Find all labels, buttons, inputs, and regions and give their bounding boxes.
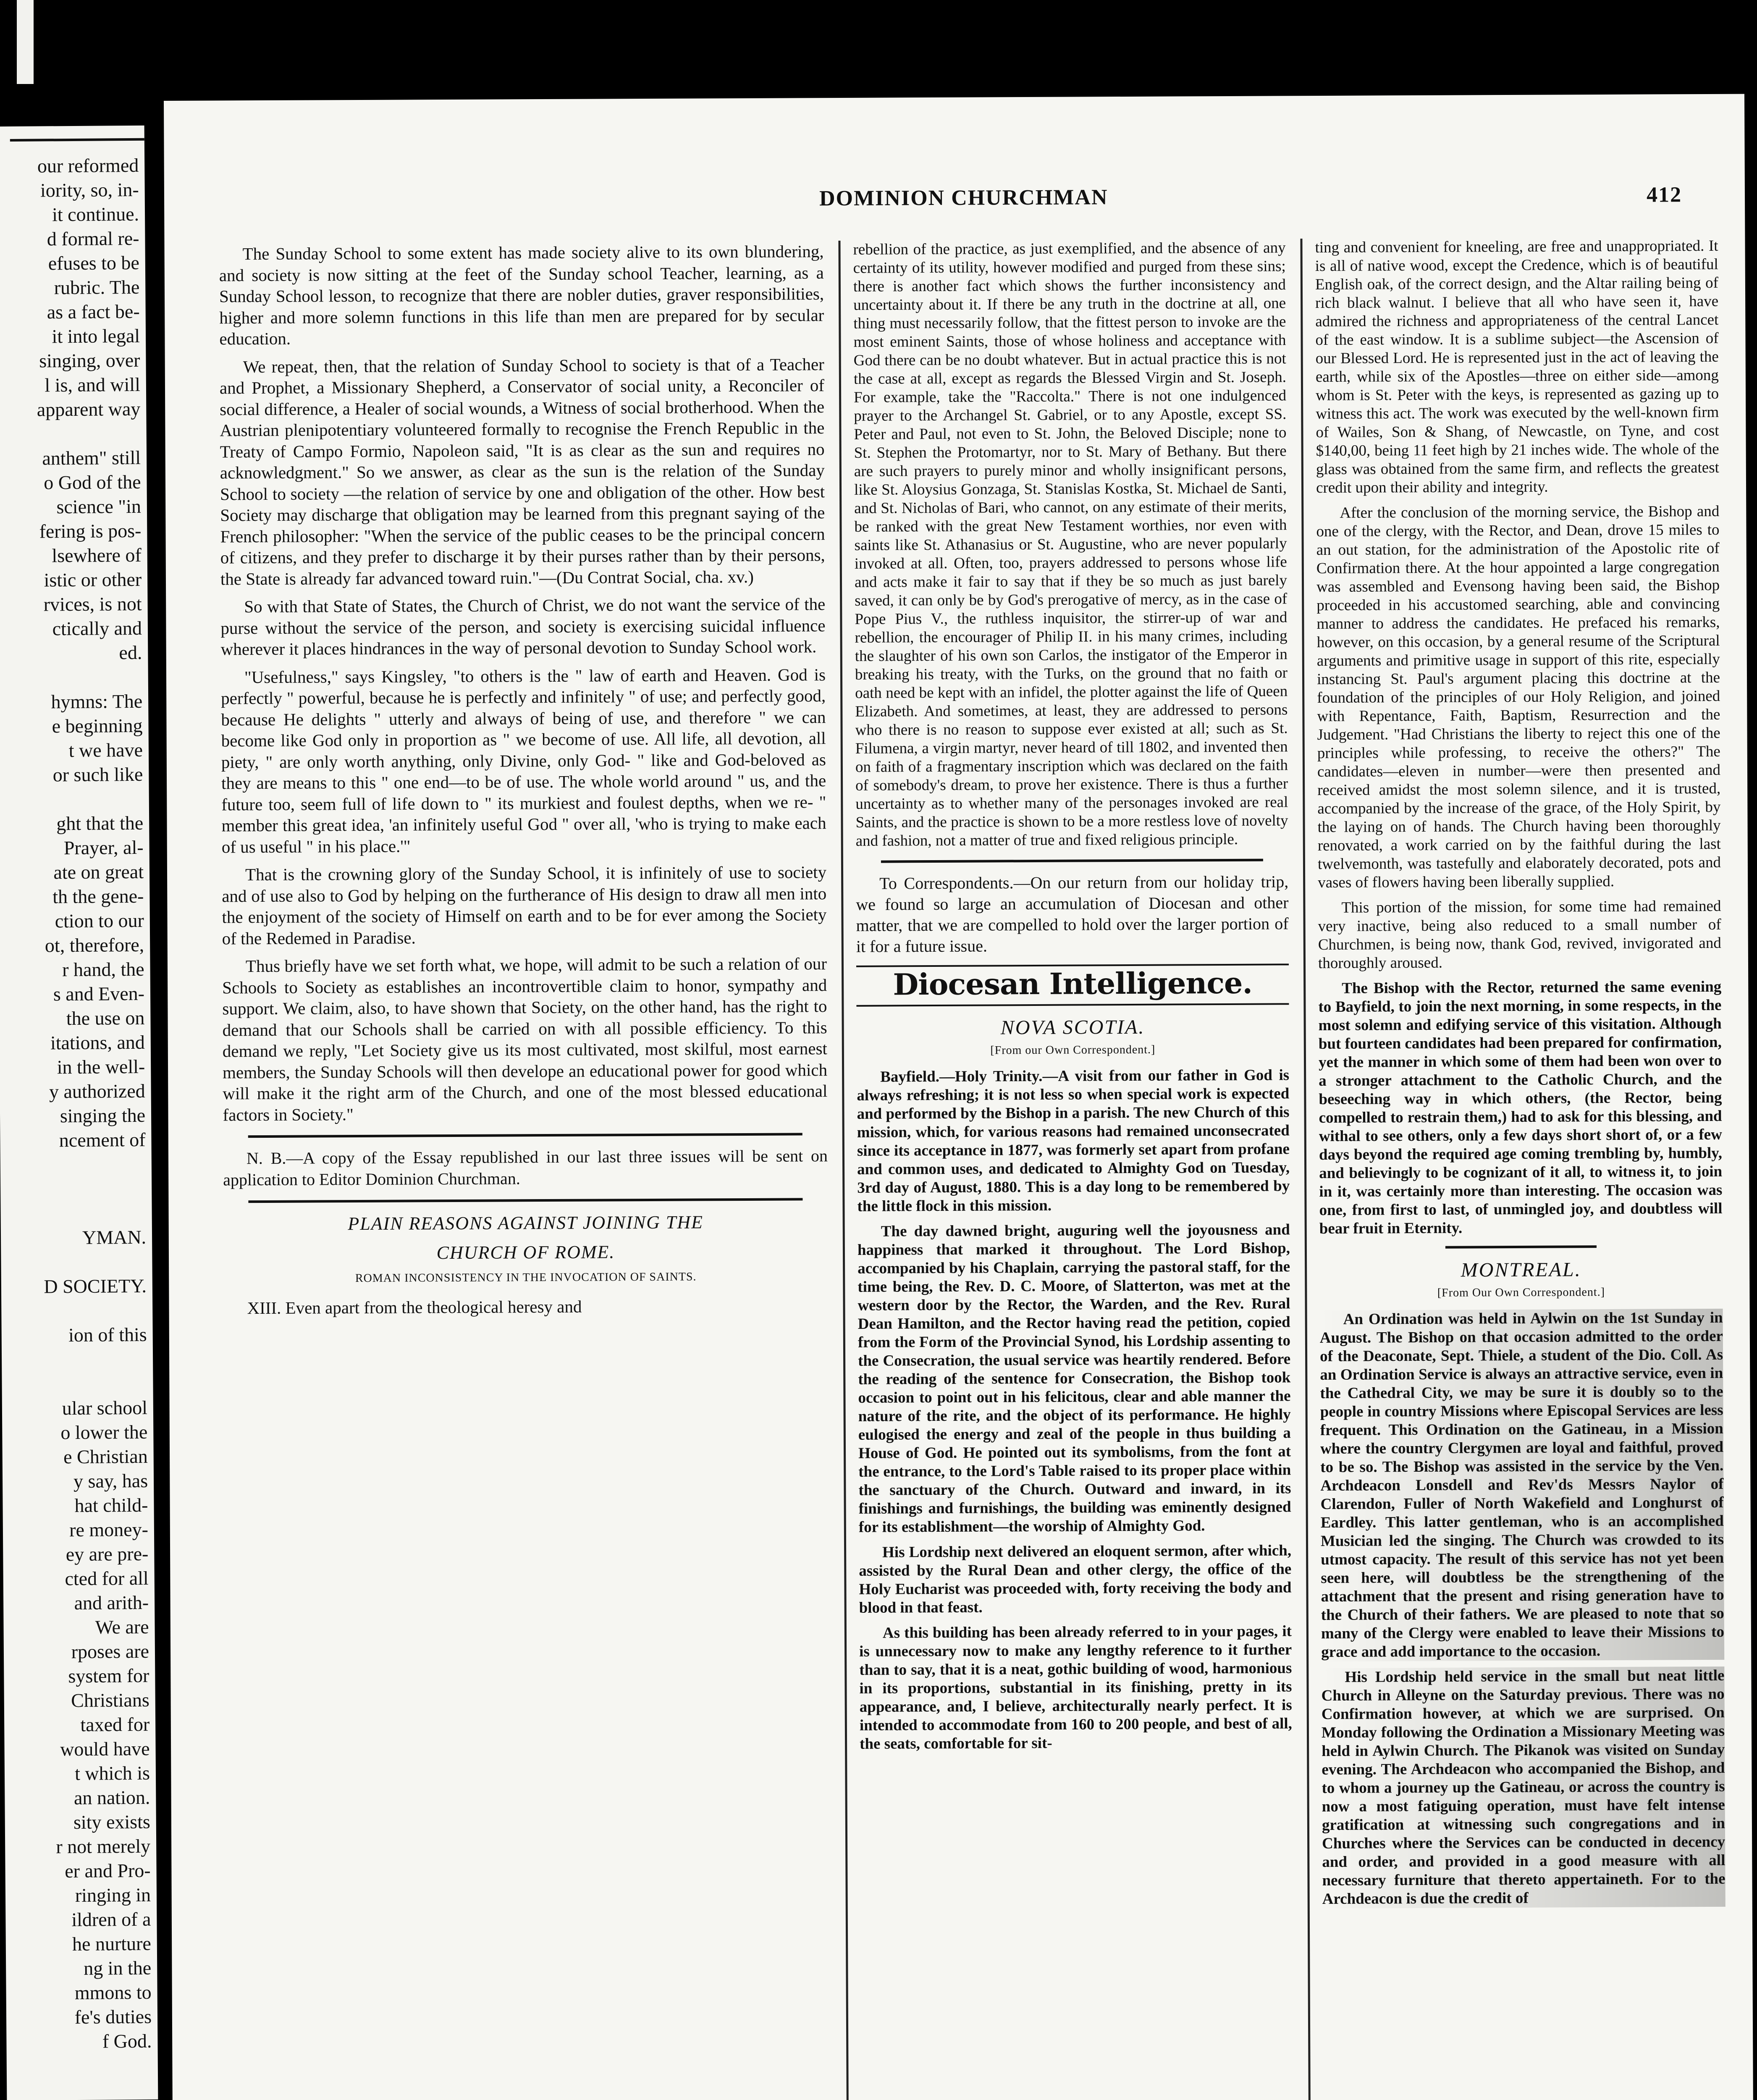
left-strip-line: lsewhere of: [52, 544, 142, 567]
montreal-paragraph: His Lordship held service in the small but neat little Church in Alleyne on the Saturday previous. There was no Confirmation however, at which we are surprised. On Monday following the Ordination a Missionary Meeting was held in Aylwin Church. The Pikanok was visited on Sunday evening. The Archdeacon who accompanied the Bishop, and to whom a journey up the Gatineau, or across the country is now a most fatiguing operation, must have felt intense gratification at witnessing such congregations and in Churches where the Services can be conducted in decency and order, and provided in a good measure with all necessary furniture that thereto appertaineth. For to the Archdeacon is due the credit of: [1321, 1667, 1726, 1908]
plain-reasons-heading-2: CHURCH OF ROME.: [436, 1242, 615, 1263]
left-strip-line: f God.: [102, 2030, 152, 2052]
left-strip-line: o God of the: [44, 471, 141, 494]
left-strip-line: in the well-: [57, 1055, 145, 1078]
article-paragraph: ting and convenient for kneeling, are free and unappropriated. It is all of native wood, except the Credence, which is of beautiful English oak, of the correct design, and the Altar railing being of rich black walnut. I believe that all who have seen it, have admired the richness and appropriateness of the central Lancet of the east window. It is a sublime subject—the Ascension of our Blessed Lord. He is represented just in the act of leaving the earth, while six of the Apostles—three on either side—among whom is St. Peter with the keys, is represented as gazing up to witness this act. The work was executed by the well-known firm of Wailes, Son & Shang, of Newcastle, on Tyne, and cost $140,00, being 11 feet high by 21 inches wide. The whole of the glass was obtained from the same firm, and reflects the greatest credit upon their ability and integrity.: [1315, 237, 1719, 497]
left-strip-line: efuses to be: [48, 252, 140, 274]
left-strip-line: science "in: [56, 495, 142, 518]
left-strip-line: s and Even-: [53, 982, 145, 1005]
left-strip-line: hymns: The: [51, 690, 143, 713]
left-strip-line: cted for all: [65, 1567, 149, 1590]
left-strip-line: our reformed: [37, 154, 139, 177]
plain-reasons-heading-1: PLAIN REASONS AGAINST JOINING THE: [348, 1212, 704, 1234]
article-paragraph: So with that State of States, the Church of Christ, we do not want the service of the purse without the service of the person, and society is exercising suicidal influence wherever it places hindrances in the way of personal devotion to Sunday School work.: [220, 594, 826, 659]
column-rule-2: [1300, 239, 1311, 2100]
left-strip-line: [2, 1371, 153, 1397]
left-strip-line: We are: [95, 1616, 149, 1638]
bayfield-paragraph: His Lordship next delivered an eloquent sermon, after which, assisted by the Rural Dean and other clergy, the office of the Holy Eucharist was proceeded with, forty receiving the body and blood in that feast.: [859, 1542, 1292, 1617]
own-correspondent-note: [From our Own Correspondent.]: [990, 1043, 1156, 1057]
article-paragraph: rebellion of the practice, as just exemplified, and the absence of any certainty of its utility, however modified and purged from these sins; there is another fact which shows the further inconsistency and uncertainty about it. If there be any truth in the doctrine at all, one thing must necessarily follow, that the fittest person to invoke are the most eminent Saints, those of whose holiness and acceptance with God there can be no doubt whatever. But in actual practice this is not the case at all, except as regards the Blessed Virgin and St. Joseph. For example, take the "Raccolta." There is not one indulgenced prayer to the Archangel St. Gabriel, or to any Apostle, except SS. Peter and Paul, not even to St. John, the Beloved Disciple; none to St. Stephen the Protomartyr, nor to St. Mary of Bethany. But there are such prayers to purely minor and wholly insignificant persons, like St. Aloysius Gonzaga, St. Stanislas Kostka, St. Michael de Santi, and St. Nicholas of Bari, who cannot, on any estimate of their merits, be ranked with the great New Testament worthies, nor even with saints like St. Athanasius or St. Augustine, who are never popularly invoked at all. Often, too, prayers addressed to persons whose life and acts make it fair to say that if they be so much as just barely saved, it can only be by God's prerogative of mercy, as in the case of Pope Pius V., the ruthless inquisitor, the stirrer-up of war and rebellion, the encourager of Philip II. in his many crimes, including the slaughter of his own son Carlos, the instigator of the Emperor in breaking his treaty, with the Turks, on the ground that no faith or oath need be kept with an infidel, the plotter against the life of Queen Elizabeth. And sometimes, at least, they are addressed to persons who there is no reason to suppose ever existed at all; such as St. Filumena, a virgin martyr, never heard of till 1802, and invented then on faith of a fragmentary inscription which was declared on the faith of somebody's dream, to prove her existence. There is thus a further uncertainty as to whether many of the personages invoked are real Saints, and the practice is shown to be a more restless love of novelty and fashion, not a matter of true and fixed religious principle.: [853, 239, 1288, 850]
left-strip-line: y authorized: [49, 1080, 145, 1102]
left-strip-line: [0, 1176, 152, 1202]
left-strip-line: [0, 787, 149, 812]
left-strip-line: rubric. The: [54, 276, 140, 299]
own-correspondent-note: [From Our Own Correspondent.]: [1437, 1286, 1605, 1299]
article-paragraph: The Sunday School to some extent has made society alive to its own blundering, and society is now sitting at the feet of the Sunday school Teacher, learning, as a Sunday School lesson, to recognize that there are nobler duties, graver responsibilities, higher and more solemn functions in this life than men are prepared for by secular education.: [219, 242, 824, 349]
page-number: 412: [1646, 183, 1682, 207]
left-strip-line: ion of this: [68, 1323, 147, 1346]
left-strip-line: [1, 1250, 152, 1275]
left-strip-line: ctically and: [52, 617, 142, 640]
article-paragraph: We repeat, then, that the relation of Sunday School to society is that of a Teacher and Prophet, a Missionary Shepherd, a Conservator of social unity, a Reconciler of social difference, a Healer of social wounds, a Witness of social brotherhood. When the Austrian plenipotentiary volunteered formally to recognise the French Republic in the Treaty of Campo Formio, Napoleon said, "It is as clear as the sun and requires no acknowledgment." So we answer, as clear as the sun is the relation of the Sunday School to society —the relation of service by one and obligation of the other. How best Society may discharge that obligation may be learned from this pregnant saying of the French philosopher: "When the service of the public ceases to be the principal concern of citizens, and they prefer to discharge it by their purses rather than by their persons, the State is already far advanced toward ruin."—(Du Contrat Social, cha. xv.): [219, 354, 825, 588]
left-strip-line: d formal re-: [47, 227, 139, 250]
left-strip-line: Christians: [71, 1689, 149, 1712]
left-strip-line: or such like: [52, 763, 143, 786]
plain-reasons-start: XIII. Even apart from the theological heresy and: [247, 1297, 582, 1318]
left-strip-line: ate on great: [53, 861, 144, 883]
article-paragraph: After the conclusion of the morning service, the Bishop and one of the clergy, with the Rector, and Dean, drove 15 miles to an out station, for the administration of the Apostolic rite of Confirmation there. At the hour appointed a large congregation was assembled and Evensong having been said, the Bishop proceeded in his accustomed searching, able and convincing manner to address the candidates. He prefaced his remarks, however, on this occasion, by a general resume of the Scriptural arguments and primitive usage in support of this rite, especially instancing St. Paul's argument placing this doctrine at the foundation of the principles of our Holy Religion, and joined with Repentance, Faith, Baptism, Resurrection and the Judgement. "Had Christians the liberty to reject this one of the principles while professing, to receive the others?" The candidates—eleven in number—were then presented and received amidst the most solemn silence, and it is trusted, accompanied by the increase of the grace, of the Holy Spirit, by the laying on of hands. The Church having been thoroughly renovated, a work carried on by the faithful during the last twelvemonth, was tastefully and elaborately decorated, pots and vases of flowers having been liberally supplied.: [1316, 502, 1721, 892]
bayfield-paragraph: Bayfield.—Holy Trinity.—A visit from our father in God is always refreshing; it is not less so when special work is expected and performed by the Bishop in a parish. The new Church of this mission, which, for various reasons had remained unconsecrated since its acceptance in 1877, was formerly set apart from profane and common uses, and dedicated to Almighty God on Tuesday, 3rd day of August, 1880. This is a day long to be remembered by the little flock in this mission.: [857, 1066, 1290, 1215]
article-paragraph: Thus briefly have we set forth what, we hope, will admit to be such a relation of our Schools to Society as establishes an incontrovertible claim to honor, sympathy and support. We claim, also, to have shown that Society, on the other hand, has the right to demand that our Schools shall be carried on with all possible efficiency. To this demand we reply, "Let Society give us its most cultivated, most skilful, most earnest members, the Sunday Schools will then develope an educational power for good which will make it the right arm of the Church, and one of the most blessed educational factors in Society.": [222, 954, 828, 1124]
left-strip-line: th the gene-: [52, 885, 144, 908]
left-strip-line: [0, 421, 147, 447]
left-strip-line: rvices, is not: [43, 593, 142, 615]
left-strip-lines: [0, 153, 158, 2054]
section-divider: [881, 859, 1263, 863]
left-strip-line: apparent way: [37, 398, 141, 420]
left-strip-line: l is, and will: [45, 373, 141, 396]
left-strip-line: the use on: [66, 1007, 145, 1029]
left-strip-line: YMAN.: [82, 1226, 147, 1248]
nova-scotia-heading: NOVA SCOTIA.: [1000, 1016, 1145, 1039]
left-strip-line: ght that the: [56, 812, 144, 835]
column-rule-1: [838, 241, 849, 2100]
left-strip-line: system for: [68, 1664, 149, 1687]
left-strip-line: itations, and: [50, 1031, 145, 1054]
bayfield-paragraph: The day dawned bright, auguring well the joyousness and happiness that marked it throughout. The Lord Bishop, accompanied by his Chaplain, carrying the pastoral staff, for the time being, the Rev. D. C. Moore, of Slatterton, was met at the western door by the Rector, the Warden, and the Rev. Rural Dean Hamilton, and the Rector having read the petition, copied from the Form of the Provincial Synod, his Lordship assenting to the Consecration, the usual service was heartily rendered. Before the reading of the sentence for Consecration, the Bishop took occasion to point out in his felicitous, clear and able manner the nature of the rite, and the object of its performance. He highly eulogised the energy and zeal of the people in thus building a House of God. He pointed out its symbolisms, from the font at the entrance, to the Lord's Table raised to its proper place within the sanctuary of the Church. Outward and inward, in its finishings and furnishings, the building was eminently designed for its establishment—the worship of Almighty God.: [857, 1221, 1291, 1536]
bayfield-paragraph: As this building has been already referred to in your pages, it is unnecessary now to make any lengthy reference to it further than to say, that it is a neat, gothic building of wood, harmonious in its proportions, substantial in its finishing, pretty in its appearance, and, I believe, architecturally nearly perfect. It is intended to accommodate from 160 to 200 people, and best of all, the seats, comfortable for sit-: [859, 1622, 1292, 1753]
left-strip-line: Prayer, al-: [63, 836, 144, 859]
column-1: [219, 241, 828, 1325]
left-strip-line: t which is: [74, 1762, 150, 1785]
left-strip-line: ng in the: [84, 1957, 152, 1979]
left-strip-line: ction to our: [55, 909, 144, 932]
left-strip-line: fe's duties: [74, 2006, 152, 2028]
left-strip-line: and arith-: [74, 1591, 149, 1614]
left-strip-line: an nation.: [73, 1786, 150, 1809]
left-strip-line: ed.: [119, 641, 142, 664]
left-strip-line: t we have: [68, 739, 143, 761]
column-3: [1315, 237, 1725, 1915]
double-rule: [856, 1003, 1289, 1006]
left-strip-line: [0, 665, 148, 690]
editor-note: N. B.—A copy of the Essay republished in our last three issues will be sent on application to Editor Dominion Churchman.: [223, 1146, 828, 1189]
diocesan-intelligence-title: Diocesan Intelligence.: [893, 965, 1253, 1002]
left-strip-line: istic or other: [44, 568, 142, 591]
left-strip-line: y say, has: [73, 1470, 148, 1492]
left-strip-line: it continue.: [52, 203, 139, 226]
left-strip-rule: [10, 138, 144, 142]
column-2: [853, 239, 1292, 1760]
left-page-strip: [0, 126, 158, 2100]
page-header: [164, 182, 1745, 223]
left-strip-line: e Christian: [63, 1445, 148, 1468]
kingsley-quote: "Usefulness," says Kingsley, "to others is the " law of earth and Heaven. God is perfectly " powerful, because he is perfectly and infinitely " of use; and perfectly good, because He delights " utterly and always of being of use, and therefore " we can become like God only in proportion as " we become of use. All life, all devotion, all piety, " are only worth anything, only Divine, only God- " like and God-beloved as they are means to this " one end—to be of use. The whole world around " us, and the future too, seem full of life down to " its murkiest and foulest depths, when we re- " member this great idea, 'an infinitely useful God " over all, 'who is trying to make each of us useful " in his place.'": [221, 664, 826, 856]
left-strip-line: re money-: [69, 1518, 149, 1541]
left-strip-line: fering is pos-: [39, 520, 142, 542]
article-paragraph: The Bishop with the Rector, returned the same evening to Bayfield, to join the next morning, in some respects, in the most solemn and edifying service of this visitation. Although but fourteen candidates had been prepared for confirmation, yet the manner in which some of them had been won over to a stronger attachment to the Catholic Church, and the beseeching way in which others, (the Rector, being compelled to restrain them,) had to ask for this blessing, and withal to see others, only a few days short short of, or a few days beyond the required age coming trembling by, humbly, and believingly to be cognizant of it all, to witness it, to join in it, was certainly more than interesting. The occasion was one, from first to last, of unmingled joy, and doubtless will bear fruit in Eternity.: [1318, 978, 1723, 1238]
plain-reasons-subheading: ROMAN INCONSISTENCY IN THE INVOCATION OF SAINTS.: [355, 1270, 697, 1285]
left-strip-line: [2, 1347, 153, 1373]
montreal-heading: MONTREAL.: [1461, 1258, 1581, 1281]
left-strip-line: o lower the: [60, 1421, 148, 1444]
left-strip-line: D SOCIETY.: [44, 1275, 147, 1297]
section-divider: [248, 1198, 802, 1203]
article-paragraph: That is the crowning glory of the Sunday School, it is infinitely of use to society and of use also to God by helping on the furtherance of His design to draw all men into the enjoyment of the society of Himself on earth and to be for ever among the Society of the Redemed in Paradise.: [222, 862, 827, 948]
left-strip-line: would have: [60, 1738, 150, 1760]
section-divider: [248, 1133, 802, 1138]
montreal-paragraph: An Ordination was held in Aylwin on the 1st Sunday in August. The Bishop on that occasion admitted to the order of the Deaconate, Sept. Thiele, a student of the Dio. Coll. As an Ordination Service is always an attractive service, even in the Cathedral City, we may be sure it is doubly so to the people in country Missions where Episcopal Services are less frequent. This Ordination on the Gatineau, in a Mission where the country Clergymen are loyal and faithful, proved to be so. The Bishop was assisted in the service by the Ven. Archdeacon Lonsdell and Rev'ds Messrs Naylor of Clarendon, Fuller of North Wakefield and Longhurst of Eardley. This latter gentleman, who is an accomplished Musician led the singing. The Church was crowded to its utmost capacity. The result of this service has not yet been seen here, will doubtless be the strengthening of the attachment that the present and rising generation have to the Church of their fathers. We are pleased to note that so many of the Clergy were enabled to leave their Missions to grace and add importance to the occasion.: [1319, 1309, 1725, 1661]
article-paragraph: This portion of the mission, for some time had remained very inactive, being also reduced to a small number of Churchmen, is being now, thank God, revived, invigorated and thoroughly aroused.: [1318, 897, 1721, 972]
left-strip-line: rposes are: [71, 1640, 149, 1663]
left-strip-line: r hand, the: [62, 958, 144, 981]
left-strip-line: taxed for: [80, 1713, 150, 1735]
left-strip-line: mmons to: [74, 1981, 152, 2004]
left-strip-line: ot, therefore,: [45, 934, 144, 956]
left-strip-line: [1, 1298, 152, 1324]
newspaper-page: [164, 94, 1754, 2100]
left-strip-line: r not merely: [56, 1835, 151, 1858]
left-strip-line: ildren of a: [71, 1908, 151, 1931]
to-correspondents: To Correspondents.—On our return from our holiday trip, we found so large an accumulation of Diocesan and other matter, that we are compelled to hold over the larger portion of it for a future issue.: [856, 872, 1289, 956]
left-strip-line: ringing in: [75, 1884, 151, 1906]
left-strip-line: er and Pro-: [65, 1859, 151, 1882]
left-strip-line: singing the: [60, 1104, 146, 1127]
left-strip-line: sity exists: [73, 1811, 150, 1833]
left-strip-line: ncement of: [59, 1129, 146, 1151]
left-strip-line: ular school: [62, 1396, 148, 1419]
left-strip-line: it into legal: [52, 325, 140, 347]
left-strip-line: e beginning: [52, 714, 143, 737]
left-strip-line: [0, 1152, 152, 1178]
left-strip-line: as a fact be-: [47, 300, 140, 323]
left-strip-line: iority, so, in-: [40, 178, 139, 201]
section-divider: [1445, 1245, 1597, 1249]
masthead-title: DOMINION CHURCHMAN: [819, 185, 1108, 211]
left-strip-line: hat child-: [74, 1494, 148, 1517]
left-strip-line: singing, over: [39, 349, 140, 372]
left-strip-line: ey are pre-: [66, 1543, 149, 1565]
left-strip-line: [0, 1201, 152, 1226]
left-strip-line: he nurture: [72, 1932, 151, 1955]
left-strip-line: anthem" still: [42, 446, 141, 469]
scanner-bar-top: [17, 0, 34, 84]
